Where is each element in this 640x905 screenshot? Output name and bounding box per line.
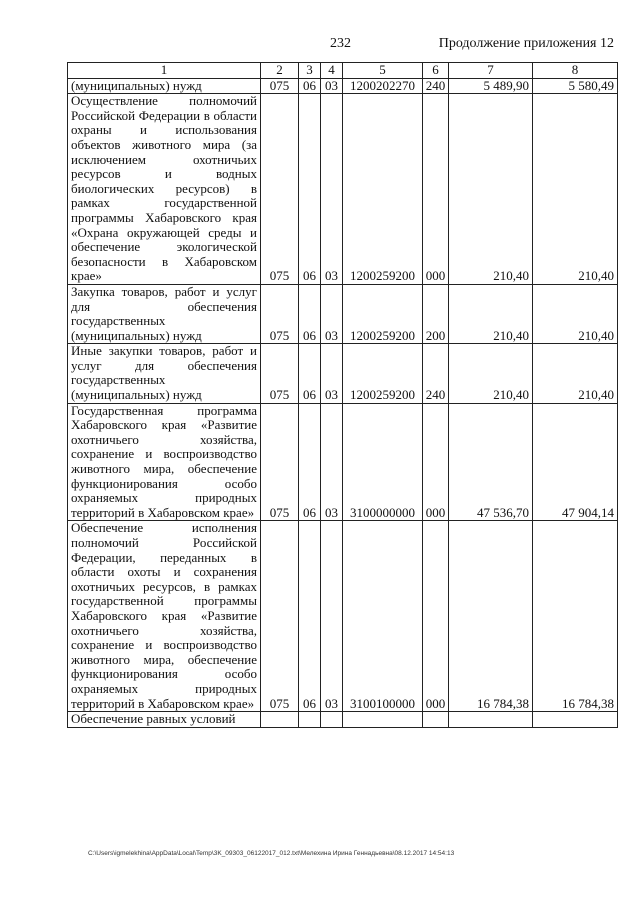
column-header: 5 — [343, 63, 423, 79]
section-code: 06 — [299, 403, 321, 521]
amount-col-7: 47 536,70 — [449, 403, 533, 521]
subsection-code: 03 — [321, 78, 343, 94]
subsection-code: 03 — [321, 94, 343, 285]
row-name: Обеспечение исполнения полномочий Российской Федерации, переданных в области охоты и сохранения охотничьих ресурсов, в рамках государственной программы Хабаровского края «Развитие охотничьего хозяйства, сохранение и воспроизводство животного мира, обеспечение функционирования особо охраняемых природных территорий в Хабаровском крае» — [68, 521, 261, 712]
ministry-code: 075 — [261, 521, 299, 712]
subsection-code: 03 — [321, 284, 343, 343]
table-row — [68, 403, 618, 521]
target-article-code: 1200259200 — [343, 94, 423, 285]
amount-col-7: 210,40 — [449, 284, 533, 343]
amount-col-7: 16 784,38 — [449, 521, 533, 712]
amount-col-8: 5 580,49 — [533, 78, 618, 94]
column-header: 4 — [321, 63, 343, 79]
amount-col-7: 210,40 — [449, 344, 533, 403]
budget-table — [67, 62, 618, 728]
subsection-code: 03 — [321, 521, 343, 712]
amount-col-7: 210,40 — [449, 94, 533, 285]
page-number: 232 — [330, 36, 351, 51]
table-row — [68, 712, 618, 728]
ministry-code: 075 — [261, 284, 299, 343]
table-row — [68, 284, 618, 343]
subsection-code: 03 — [321, 403, 343, 521]
ministry-code: 075 — [261, 403, 299, 521]
target-article-code: 1200259200 — [343, 284, 423, 343]
column-header-row — [68, 63, 618, 79]
amount-col-7 — [449, 712, 533, 728]
table-row — [68, 78, 618, 94]
file-path-footer: C:\Users\igmelekhina\AppData\Local\Temp\3K_09303_06122017_012.txt\Мелехина Ирина Геннадьевна\08.12.2017 14:54:13 — [88, 850, 455, 857]
column-header: 7 — [449, 63, 533, 79]
column-header: 8 — [533, 63, 618, 79]
expense-type-code: 240 — [423, 344, 449, 403]
amount-col-8 — [533, 712, 618, 728]
expense-type-code: 000 — [423, 94, 449, 285]
section-code: 06 — [299, 521, 321, 712]
row-name: Осуществление полномочий Российской Федерации в области охраны и использования объектов животного мира (за исключением охотничьих ресурсов и водных биологических ресурсов) в рамках государственной программы Хабаровского края «Охрана окружающей среды и обеспечение экологической безопасности в Хабаровском крае» — [68, 94, 261, 285]
row-name: (муниципальных) нужд — [68, 78, 261, 94]
amount-col-8: 16 784,38 — [533, 521, 618, 712]
section-code: 06 — [299, 94, 321, 285]
amount-col-8: 210,40 — [533, 344, 618, 403]
expense-type-code: 240 — [423, 78, 449, 94]
amount-col-8: 210,40 — [533, 94, 618, 285]
ministry-code: 075 — [261, 78, 299, 94]
row-name: Обеспечение равных условий — [68, 712, 261, 728]
target-article-code: 3100000000 — [343, 403, 423, 521]
section-code: 06 — [299, 344, 321, 403]
section-code — [299, 712, 321, 728]
row-name: Иные закупки товаров, работ и услуг для обеспечения государственных (муниципальных) нужд — [68, 344, 261, 403]
expense-type-code — [423, 712, 449, 728]
section-code: 06 — [299, 78, 321, 94]
target-article-code: 1200202270 — [343, 78, 423, 94]
target-article-code: 1200259200 — [343, 344, 423, 403]
amount-col-8: 210,40 — [533, 284, 618, 343]
expense-type-code: 000 — [423, 521, 449, 712]
ministry-code: 075 — [261, 344, 299, 403]
target-article-code: 3100100000 — [343, 521, 423, 712]
expense-type-code: 000 — [423, 403, 449, 521]
target-article-code — [343, 712, 423, 728]
ministry-code: 075 — [261, 94, 299, 285]
amount-col-7: 5 489,90 — [449, 78, 533, 94]
column-header: 6 — [423, 63, 449, 79]
row-name: Государственная программа Хабаровского края «Развитие охотничьего хозяйства, сохранение и воспроизводство животного мира, обеспечение функционирования особо охраняемых природных территорий в Хабаровском крае» — [68, 403, 261, 521]
subsection-code — [321, 712, 343, 728]
subsection-code: 03 — [321, 344, 343, 403]
column-header: 1 — [68, 63, 261, 79]
table-row — [68, 94, 618, 285]
table-row — [68, 521, 618, 712]
table-row — [68, 344, 618, 403]
row-name: Закупка товаров, работ и услуг для обеспечения государственных (муниципальных) нужд — [68, 284, 261, 343]
expense-type-code: 200 — [423, 284, 449, 343]
amount-col-8: 47 904,14 — [533, 403, 618, 521]
column-header: 2 — [261, 63, 299, 79]
ministry-code — [261, 712, 299, 728]
column-header: 3 — [299, 63, 321, 79]
appendix-label: Продолжение приложения 12 — [438, 36, 614, 51]
section-code: 06 — [299, 284, 321, 343]
